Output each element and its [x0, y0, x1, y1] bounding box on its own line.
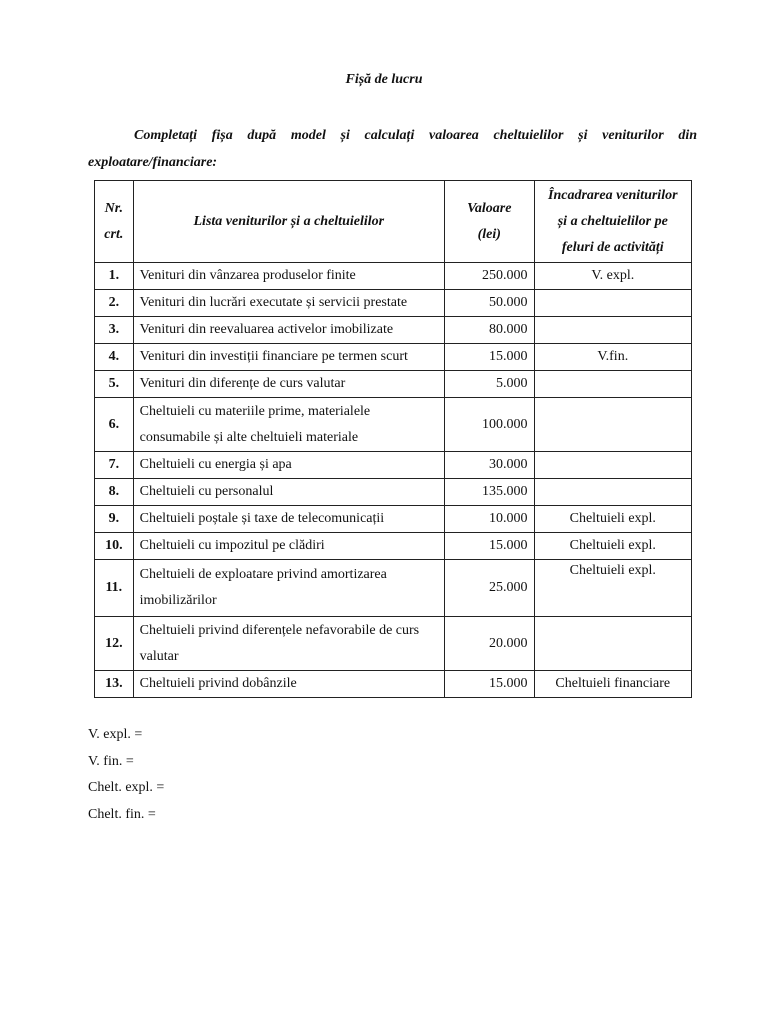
row-number: 2. [95, 290, 134, 317]
row-value: 135.000 [444, 479, 534, 506]
row-item: Cheltuieli privind diferențele nefavorabile de curs valutar [133, 617, 444, 671]
row-item: Venituri din diferențe de curs valutar [133, 371, 444, 398]
row-category: Cheltuieli expl. [534, 560, 691, 617]
row-category: Cheltuieli expl. [534, 506, 691, 533]
row-value: 15.000 [444, 533, 534, 560]
row-category [534, 290, 691, 317]
worksheet-table [94, 180, 692, 698]
table-row [95, 560, 692, 617]
row-value: 100.000 [444, 398, 534, 452]
row-value: 25.000 [444, 560, 534, 617]
row-category [534, 317, 691, 344]
table-row [95, 263, 692, 290]
row-item: Cheltuieli poștale și taxe de telecomunicații [133, 506, 444, 533]
row-number: 11. [95, 560, 134, 617]
header-value-line: (lei) [477, 226, 501, 242]
row-category [534, 617, 691, 671]
row-item: Venituri din reevaluarea activelor imobilizate [133, 317, 444, 344]
table-row [95, 533, 692, 560]
row-value: 20.000 [444, 617, 534, 671]
row-category [534, 371, 691, 398]
instructions-text: Completați fișa după model și calculați valoarea cheltuielilor și veniturilor din exploatare/financiare: [88, 128, 697, 170]
row-number: 1. [95, 263, 134, 290]
header-value [444, 181, 534, 263]
row-number: 4. [95, 344, 134, 371]
header-value-line: Valoare [467, 200, 512, 216]
row-number: 6. [95, 398, 134, 452]
table-row [95, 617, 692, 671]
row-number: 8. [95, 479, 134, 506]
row-number: 9. [95, 506, 134, 533]
row-value: 250.000 [444, 263, 534, 290]
row-value: 15.000 [444, 671, 534, 698]
row-number: 12. [95, 617, 134, 671]
table-row [95, 479, 692, 506]
row-item: Cheltuieli cu energia și apa [133, 452, 444, 479]
row-item: Cheltuieli cu personalul [133, 479, 444, 506]
header-item: Lista veniturilor și a cheltuielilor [133, 181, 444, 263]
row-category: Cheltuieli financiare [534, 671, 691, 698]
row-item: Venituri din vânzarea produselor finite [133, 263, 444, 290]
row-item: Cheltuieli cu materiile prime, materialele consumabile și alte cheltuieli materiale [133, 398, 444, 452]
row-item: Venituri din investiții financiare pe termen scurt [133, 344, 444, 371]
table-row [95, 398, 692, 452]
row-category [534, 398, 691, 452]
header-category [534, 181, 691, 263]
row-item: Venituri din lucrări executate și servicii prestate [133, 290, 444, 317]
total-chelt-fin: Chelt. fin. = [88, 806, 156, 822]
table-row [95, 344, 692, 371]
row-item: Cheltuieli de exploatare privind amortizarea imobilizărilor [133, 560, 444, 617]
row-value: 10.000 [444, 506, 534, 533]
total-v-expl: V. expl. = [88, 727, 143, 742]
row-number: 7. [95, 452, 134, 479]
row-category: V.fin. [534, 344, 691, 371]
row-value: 30.000 [444, 452, 534, 479]
table-row [95, 317, 692, 344]
row-number: 5. [95, 371, 134, 398]
row-category: Cheltuieli expl. [534, 533, 691, 560]
row-category: V. expl. [534, 263, 691, 290]
page-title: Fișă de lucru [345, 72, 423, 87]
header-nr [95, 181, 134, 263]
row-category [534, 479, 691, 506]
row-value: 5.000 [444, 371, 534, 398]
row-number: 3. [95, 317, 134, 344]
header-nr-line: crt. [104, 226, 124, 242]
total-chelt-expl: Chelt. expl. = [88, 780, 165, 795]
table-row [95, 452, 692, 479]
table-row [95, 671, 692, 698]
row-number: 10. [95, 533, 134, 560]
header-category-line: feluri de activități [561, 239, 664, 255]
row-item: Cheltuieli privind dobânzile [133, 671, 444, 698]
row-number: 13. [95, 671, 134, 698]
table-row [95, 290, 692, 317]
header-category-line: și a cheltuielilor pe [557, 213, 668, 229]
header-category-line: Încadrarea veniturilor [548, 187, 678, 203]
row-value: 15.000 [444, 344, 534, 371]
total-v-fin: V. fin. = [88, 753, 134, 769]
table-row [95, 506, 692, 533]
row-value: 80.000 [444, 317, 534, 344]
totals-section [88, 722, 164, 828]
table-header-row [95, 181, 692, 263]
table-row [95, 371, 692, 398]
row-value: 50.000 [444, 290, 534, 317]
row-item: Cheltuieli cu impozitul pe clădiri [133, 533, 444, 560]
header-nr-line: Nr. [104, 200, 123, 216]
row-category [534, 452, 691, 479]
